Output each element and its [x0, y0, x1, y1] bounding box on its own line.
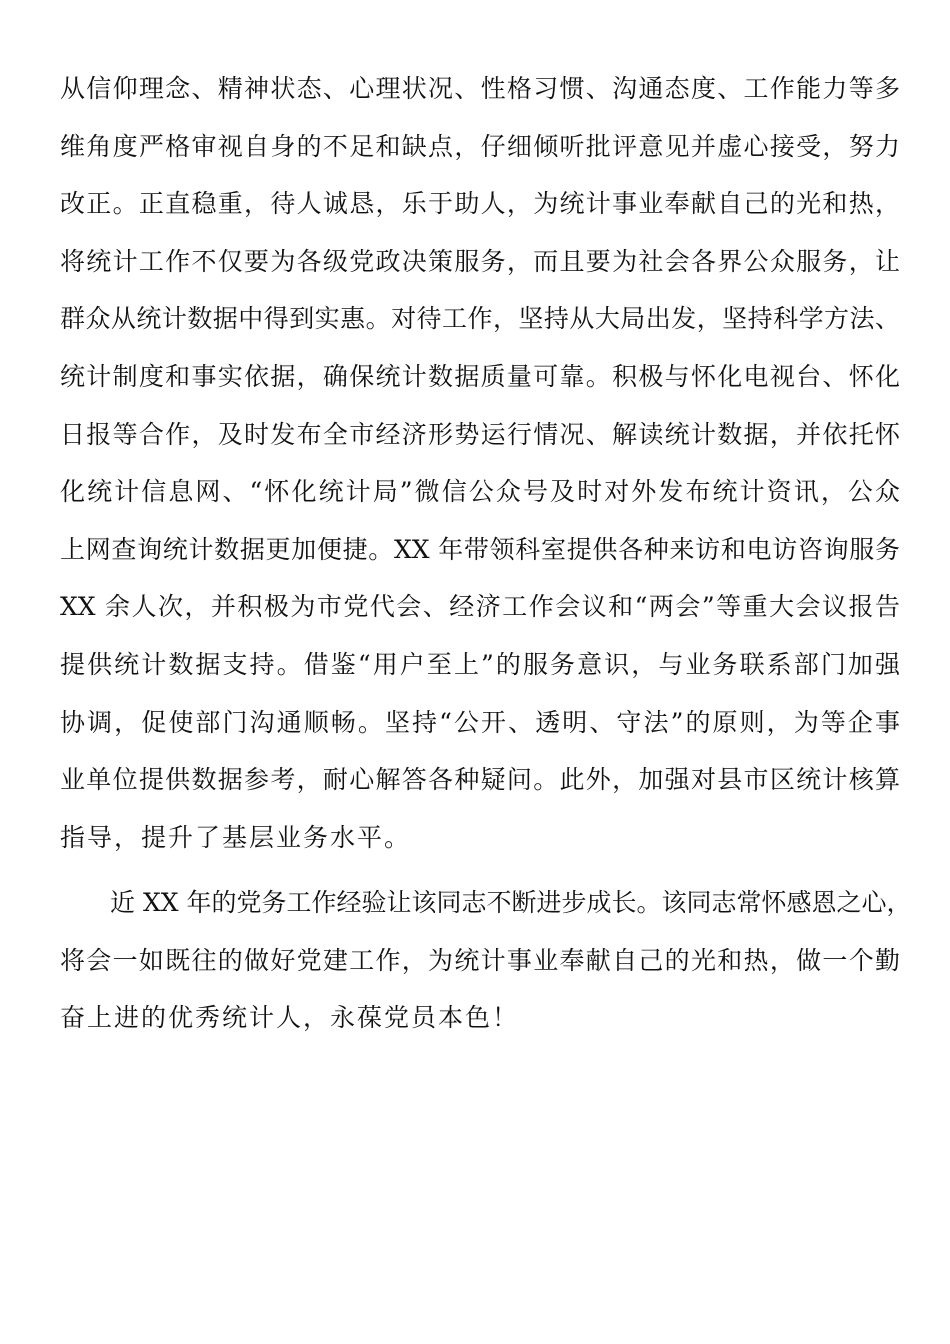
text-line: 上网查询统计数据更加便捷。XX 年带领科室提供各种来访和电访咨询服务: [60, 534, 900, 564]
text-line: 协调，促使部门沟通顺畅。坚持“公开、透明、守法”的原则，为等企事: [60, 707, 900, 737]
text-line: 将统计工作不仅要为各级党政决策服务，而且要为社会各界公众服务，让: [60, 246, 900, 276]
text-line: 群众从统计数据中得到实惠。对待工作，坚持从大局出发，坚持科学方法、: [60, 304, 900, 334]
text-line: 改正。正直稳重，待人诚恳，乐于助人，为统计事业奉献自己的光和热，: [60, 189, 900, 219]
paragraph-2: [60, 874, 912, 1047]
text-line: 奋上进的优秀统计人，永葆党员本色！: [60, 1003, 520, 1033]
text-line: 业单位提供数据参考，耐心解答各种疑问。此外，加强对县市区统计核算: [60, 765, 900, 795]
text-line: 化统计信息网、“怀化统计局”微信公众号及时对外发布统计资讯，公众: [60, 477, 900, 507]
text-line: 提供统计数据支持。借鉴“用户至上”的服务意识，与业务联系部门加强: [60, 649, 900, 679]
text-line: XX 余人次，并积极为市党代会、经济工作会议和“两会”等重大会议报告: [60, 592, 900, 622]
text-line: 将会一如既往的做好党建工作，为统计事业奉献自己的光和热，做一个勤: [60, 945, 900, 975]
text-line: 指导，提升了基层业务水平。: [60, 822, 412, 852]
text-line: 从信仰理念、精神状态、心理状况、性格习惯、沟通态度、工作能力等多: [60, 74, 900, 103]
text-line: 维角度严格审视自身的不足和缺点，仔细倾听批评意见并虚心接受，努力: [60, 131, 900, 161]
text-line: 近 XX 年的党务工作经验让该同志不断进步成长。该同志常怀感恩之心，: [60, 888, 912, 917]
text-line: 统计制度和事实依据，确保统计数据质量可靠。积极与怀化电视台、怀化: [60, 361, 900, 391]
paragraph-1: [60, 60, 900, 866]
text-line: 日报等合作，及时发布全市经济形势运行情况、解读统计数据，并依托怀: [60, 419, 900, 449]
